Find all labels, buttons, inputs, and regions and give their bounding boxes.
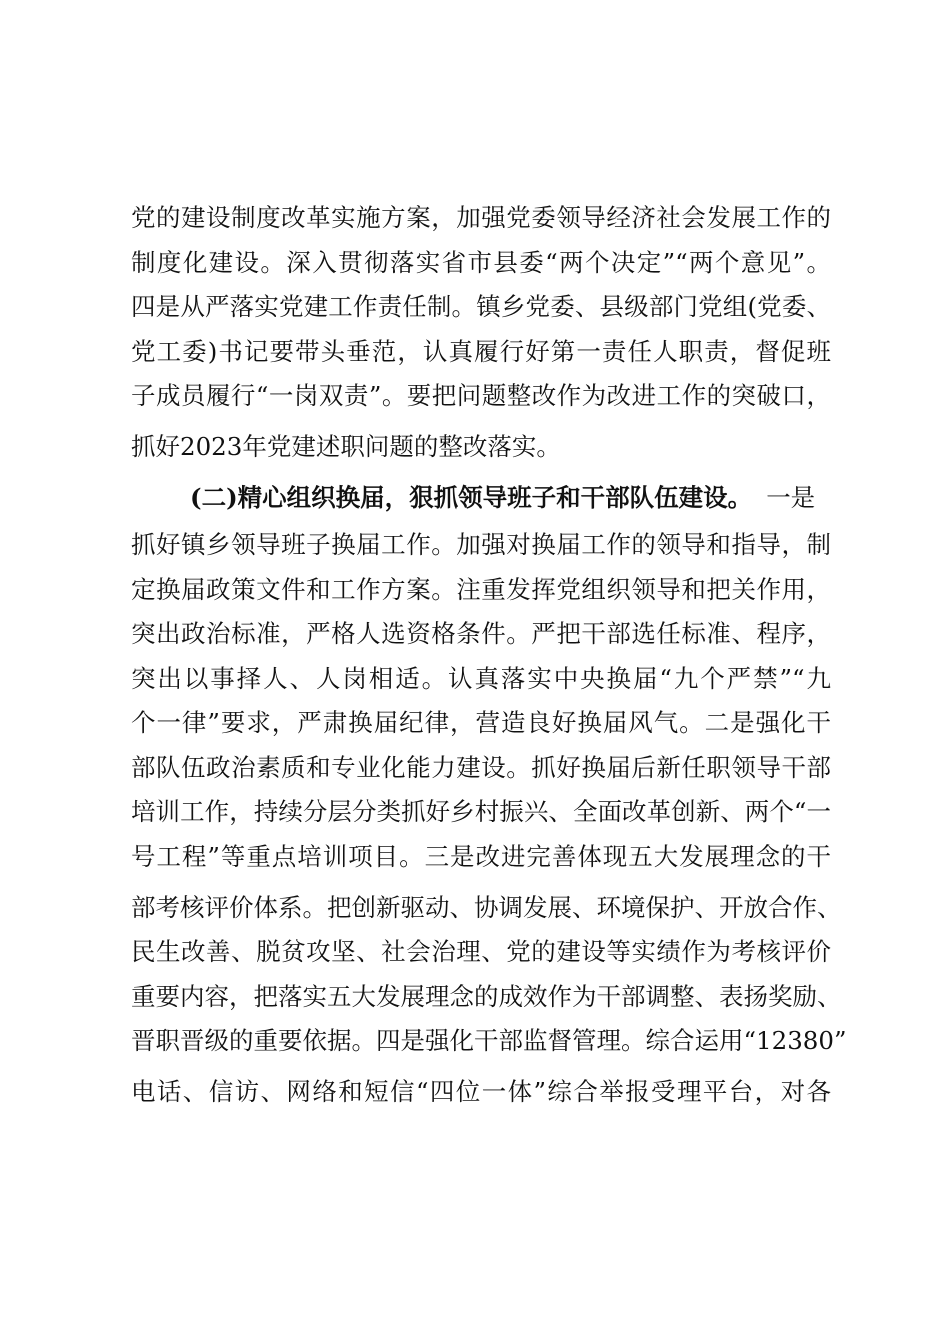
body-text-line: 号工程”等重点培训项目。三是改进完善体现五大发展理念的干 bbox=[131, 842, 831, 871]
body-text-line: 部队伍政治素质和专业化能力建设。抓好换届后新任职领导干部 bbox=[131, 753, 831, 782]
body-text-line: 党工委)书记要带头垂范，认真履行好第一责任人职责，督促班 bbox=[131, 337, 831, 366]
body-text-line: 突出政治标准，严格人选资格条件。严把干部选任标准、程序， bbox=[131, 619, 831, 648]
body-text-line: 抓好2023年党建述职问题的整改落实。 bbox=[131, 432, 561, 461]
body-text-line: 电话、信访、网络和短信“四位一体”综合举报受理平台，对各 bbox=[131, 1077, 831, 1106]
body-text-line: 子成员履行“一岗双责”。要把问题整改作为改进工作的突破口， bbox=[131, 381, 831, 410]
body-text-line: 四是从严落实党建工作责任制。镇乡党委、县级部门党组(党委、 bbox=[131, 292, 831, 321]
body-text-line: 制度化建设。深入贯彻落实省市县委“两个决定”“两个意见”。 bbox=[131, 248, 831, 277]
body-text-line: 抓好镇乡领导班子换届工作。加强对换届工作的领导和指导，制 bbox=[131, 530, 831, 559]
body-text-line: 民生改善、脱贫攻坚、社会治理、党的建设等实绩作为考核评价 bbox=[131, 937, 831, 966]
body-text-line: 党的建设制度改革实施方案，加强党委领导经济社会发展工作的 bbox=[131, 203, 831, 232]
heading-line-rest: 一是 bbox=[766, 483, 816, 512]
body-text-line: 晋职晋级的重要依据。四是强化干部监督管理。综合运用“12380” bbox=[131, 1026, 847, 1055]
body-text-line: 培训工作，持续分层分类抓好乡村振兴、全面改革创新、两个“一 bbox=[131, 797, 831, 826]
section-heading: (二)精心组织换届，狠抓领导班子和干部队伍建设。 bbox=[190, 483, 753, 512]
body-text-line: 重要内容，把落实五大发展理念的成效作为干部调整、表扬奖励、 bbox=[131, 982, 842, 1011]
body-text-line: 突出以事择人、人岗相适。认真落实中央换届“九个严禁”“九 bbox=[131, 664, 831, 693]
body-text-line: 部考核评价体系。把创新驱动、协调发展、环境保护、开放合作、 bbox=[131, 893, 842, 922]
section-heading-line bbox=[190, 483, 831, 513]
body-text-line: 定换届政策文件和工作方案。注重发挥党组织领导和把关作用， bbox=[131, 575, 831, 604]
body-text-line: 个一律”要求，严肃换届纪律，营造良好换届风气。二是强化干 bbox=[131, 708, 831, 737]
